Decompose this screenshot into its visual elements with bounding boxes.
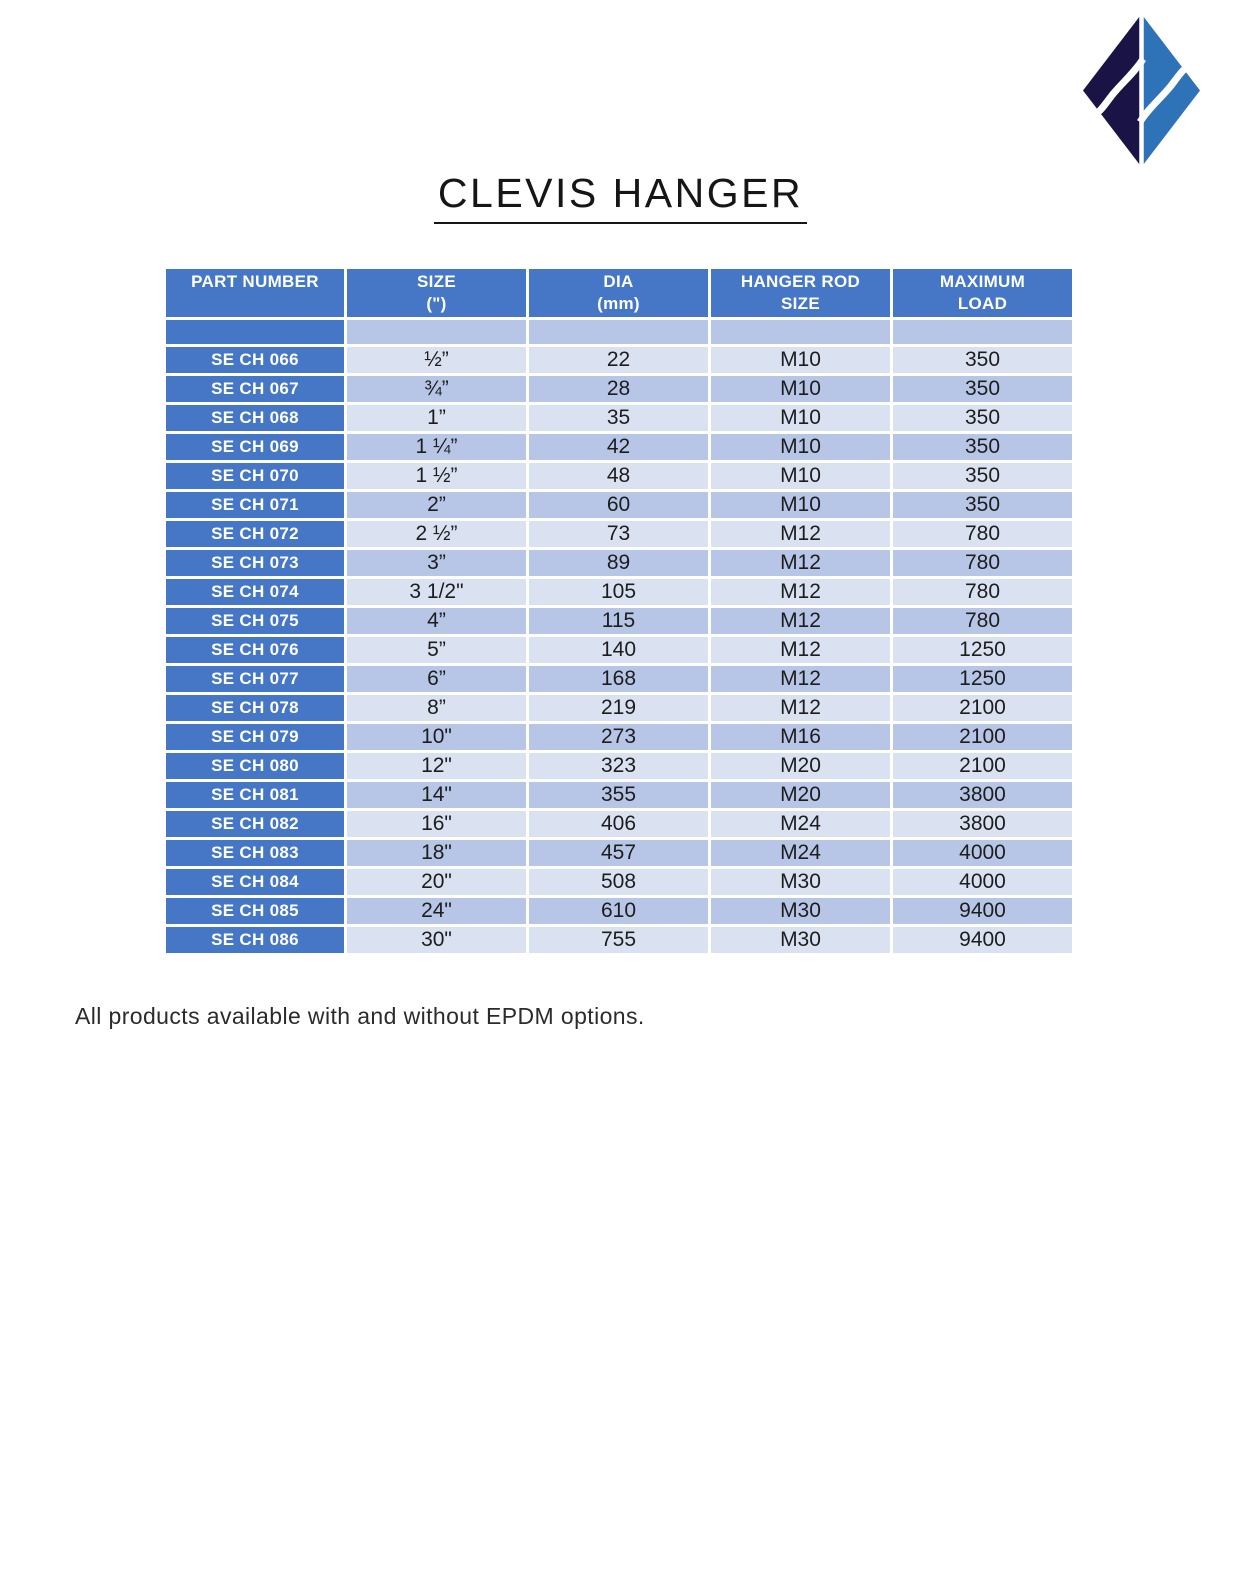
load-cell: 9400 [893, 927, 1072, 953]
rod-cell: M30 [711, 898, 890, 924]
part-cell: SE CH 074 [166, 579, 344, 605]
title-area [0, 170, 1241, 224]
size-cell: 1 ½” [347, 463, 526, 489]
size-cell: 14" [347, 782, 526, 808]
size-cell: 24" [347, 898, 526, 924]
load-cell: 350 [893, 463, 1072, 489]
table-row [166, 724, 1072, 750]
load-cell: 1250 [893, 637, 1072, 663]
spacer-cell [711, 320, 890, 344]
dia-cell: 73 [529, 521, 708, 547]
spacer-cell [893, 320, 1072, 344]
size-cell: 12" [347, 753, 526, 779]
rod-cell: M10 [711, 463, 890, 489]
load-cell: 350 [893, 347, 1072, 373]
table-row [166, 376, 1072, 402]
dia-cell: 323 [529, 753, 708, 779]
table-row [166, 695, 1072, 721]
column-header-size: SIZE (") [347, 269, 526, 317]
load-cell: 350 [893, 434, 1072, 460]
size-cell: 4” [347, 608, 526, 634]
table-row [166, 811, 1072, 837]
table-row [166, 579, 1072, 605]
part-cell: SE CH 070 [166, 463, 344, 489]
load-cell: 780 [893, 608, 1072, 634]
column-header-dia: DIA (mm) [529, 269, 708, 317]
part-cell: SE CH 080 [166, 753, 344, 779]
load-cell: 780 [893, 550, 1072, 576]
size-cell: 2” [347, 492, 526, 518]
rod-cell: M10 [711, 492, 890, 518]
part-cell: SE CH 081 [166, 782, 344, 808]
dia-cell: 42 [529, 434, 708, 460]
dia-cell: 406 [529, 811, 708, 837]
dia-cell: 508 [529, 869, 708, 895]
dia-cell: 140 [529, 637, 708, 663]
part-cell: SE CH 079 [166, 724, 344, 750]
table-row [166, 898, 1072, 924]
size-cell: 20" [347, 869, 526, 895]
part-cell: SE CH 069 [166, 434, 344, 460]
part-cell: SE CH 067 [166, 376, 344, 402]
spacer-cell [166, 320, 344, 344]
dia-cell: 457 [529, 840, 708, 866]
table-row [166, 405, 1072, 431]
rod-cell: M24 [711, 811, 890, 837]
spacer-cell [529, 320, 708, 344]
table-row [166, 608, 1072, 634]
size-cell: 2 ½” [347, 521, 526, 547]
dia-cell: 115 [529, 608, 708, 634]
part-cell: SE CH 078 [166, 695, 344, 721]
table-row [166, 927, 1072, 953]
rod-cell: M24 [711, 840, 890, 866]
rod-cell: M12 [711, 608, 890, 634]
rod-cell: M12 [711, 695, 890, 721]
size-cell: 1” [347, 405, 526, 431]
rod-cell: M12 [711, 637, 890, 663]
split-diamond-logo-graphic [1083, 14, 1200, 167]
load-cell: 350 [893, 492, 1072, 518]
size-cell: 3” [347, 550, 526, 576]
table-row [166, 637, 1072, 663]
part-cell: SE CH 072 [166, 521, 344, 547]
spacer-cell [347, 320, 526, 344]
clevis-hanger-spec-table [163, 266, 1075, 956]
size-cell: 10" [347, 724, 526, 750]
load-cell: 3800 [893, 811, 1072, 837]
rod-cell: M30 [711, 927, 890, 953]
load-cell: 350 [893, 376, 1072, 402]
size-cell: 3 1/2" [347, 579, 526, 605]
rod-cell: M12 [711, 666, 890, 692]
table-row [166, 782, 1072, 808]
part-cell: SE CH 083 [166, 840, 344, 866]
table-row [166, 753, 1072, 779]
size-cell: ¾” [347, 376, 526, 402]
part-cell: SE CH 071 [166, 492, 344, 518]
rod-cell: M12 [711, 521, 890, 547]
dia-cell: 22 [529, 347, 708, 373]
company-logo [1083, 14, 1200, 167]
dia-cell: 219 [529, 695, 708, 721]
part-cell: SE CH 073 [166, 550, 344, 576]
rod-cell: M10 [711, 347, 890, 373]
table-row [166, 869, 1072, 895]
table-header-row [166, 269, 1072, 317]
rod-cell: M10 [711, 434, 890, 460]
part-cell: SE CH 068 [166, 405, 344, 431]
table-row [166, 521, 1072, 547]
size-cell: 16" [347, 811, 526, 837]
rod-cell: M12 [711, 579, 890, 605]
table-row [166, 434, 1072, 460]
column-header-load: MAXIMUM LOAD [893, 269, 1072, 317]
load-cell: 9400 [893, 898, 1072, 924]
load-cell: 2100 [893, 724, 1072, 750]
table-row [166, 347, 1072, 373]
table-row [166, 840, 1072, 866]
page-title: CLEVIS HANGER [434, 170, 807, 224]
load-cell: 350 [893, 405, 1072, 431]
rod-cell: M20 [711, 753, 890, 779]
load-cell: 780 [893, 521, 1072, 547]
rod-cell: M30 [711, 869, 890, 895]
dia-cell: 35 [529, 405, 708, 431]
table-row [166, 550, 1072, 576]
dia-cell: 610 [529, 898, 708, 924]
dia-cell: 755 [529, 927, 708, 953]
spacer-row [166, 320, 1072, 344]
load-cell: 4000 [893, 869, 1072, 895]
table-row [166, 666, 1072, 692]
load-cell: 4000 [893, 840, 1072, 866]
dia-cell: 48 [529, 463, 708, 489]
load-cell: 1250 [893, 666, 1072, 692]
rod-cell: M10 [711, 405, 890, 431]
size-cell: 5” [347, 637, 526, 663]
load-cell: 2100 [893, 753, 1072, 779]
size-cell: 18" [347, 840, 526, 866]
part-cell: SE CH 085 [166, 898, 344, 924]
rod-cell: M12 [711, 550, 890, 576]
part-cell: SE CH 066 [166, 347, 344, 373]
rod-cell: M20 [711, 782, 890, 808]
part-cell: SE CH 076 [166, 637, 344, 663]
dia-cell: 89 [529, 550, 708, 576]
size-cell: 30" [347, 927, 526, 953]
dia-cell: 105 [529, 579, 708, 605]
load-cell: 2100 [893, 695, 1072, 721]
part-cell: SE CH 086 [166, 927, 344, 953]
part-cell: SE CH 075 [166, 608, 344, 634]
dia-cell: 273 [529, 724, 708, 750]
size-cell: 1 ¼” [347, 434, 526, 460]
dia-cell: 28 [529, 376, 708, 402]
part-cell: SE CH 082 [166, 811, 344, 837]
column-header-rod: HANGER ROD SIZE [711, 269, 890, 317]
part-cell: SE CH 084 [166, 869, 344, 895]
load-cell: 780 [893, 579, 1072, 605]
part-cell: SE CH 077 [166, 666, 344, 692]
size-cell: 8” [347, 695, 526, 721]
table-row [166, 463, 1072, 489]
dia-cell: 60 [529, 492, 708, 518]
size-cell: 6” [347, 666, 526, 692]
table-row [166, 492, 1072, 518]
rod-cell: M16 [711, 724, 890, 750]
footer-note: All products available with and without EPDM options. [75, 1003, 645, 1029]
dia-cell: 355 [529, 782, 708, 808]
size-cell: ½” [347, 347, 526, 373]
rod-cell: M10 [711, 376, 890, 402]
dia-cell: 168 [529, 666, 708, 692]
load-cell: 3800 [893, 782, 1072, 808]
column-header-part: PART NUMBER [166, 269, 344, 317]
